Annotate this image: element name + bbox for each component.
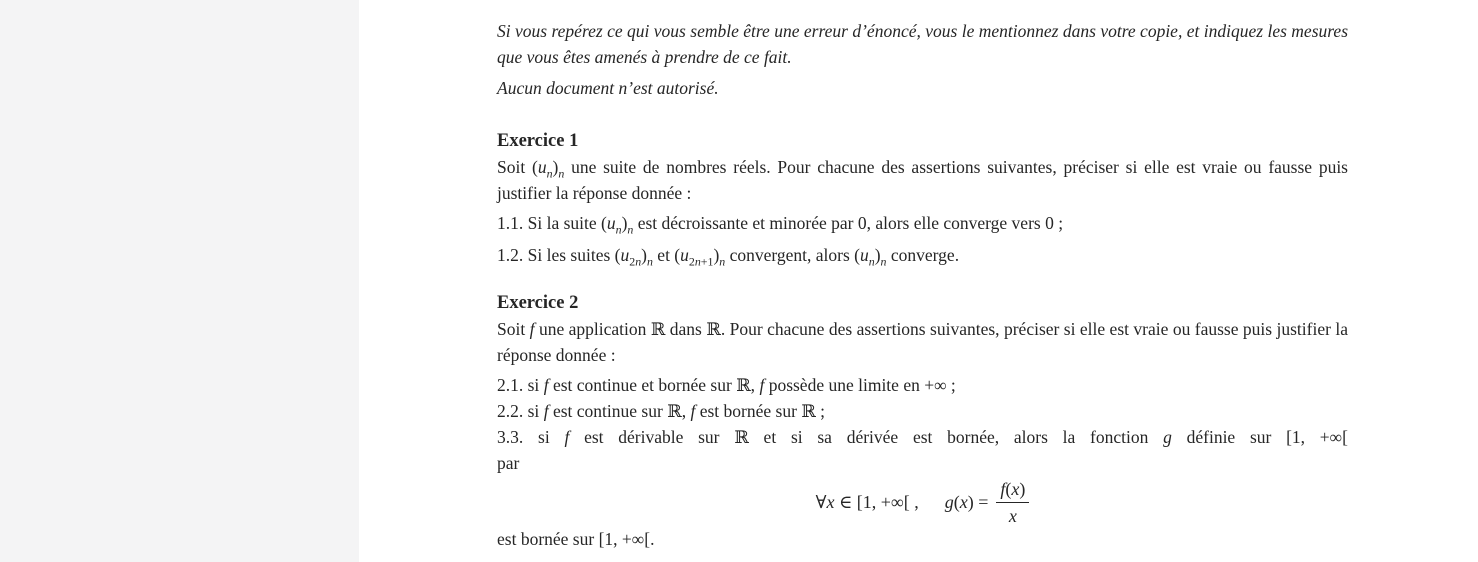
exercise-2-item-3: 3.3. si f est dérivable sur ℝ et si sa dérivée est bornée, alors la fonction g définie sur [1, +∞[	[497, 427, 1348, 447]
fraction-numerator: f(x)	[1000, 478, 1026, 499]
exercise-2-intro: Soit f une application ℝ dans ℝ. Pour chacune des assertions suivantes, préciser si elle est vraie ou fausse puis justifier la réponse donnée :	[497, 319, 1348, 365]
exercise-1-item-1: 1.1. Si la suite $(u_n)_n$ est décroissante et minorée par 0, alors elle converge vers 0 ;	[497, 213, 1064, 237]
exercise-2-heading: Exercice 2	[497, 293, 579, 313]
exercise-2-item-2: 2.2. si f est continue sur ℝ, f est bornée sur ℝ ;	[497, 401, 826, 421]
document-page	[359, 0, 1478, 562]
no-documents-note: Aucun document n’est autorisé.	[497, 78, 719, 98]
exercise-1-section	[497, 128, 1348, 268]
exercise-1-intro: Soit $(u_n)_n$ une suite de nombres réels. Pour chacune des assertions suivantes, préciser si elle est vraie ou fausse puis justifier la réponse donnée :	[497, 157, 1348, 203]
exercise-2-section	[497, 290, 1348, 552]
document-content	[497, 0, 1348, 552]
equation-fraction	[996, 478, 1029, 527]
fraction-denominator: x	[996, 502, 1029, 527]
exercise-1-heading: Exercice 1	[497, 131, 579, 151]
equation-quantifier: ∀x ∈ [1, +∞[ ,	[815, 492, 919, 512]
exercise-2-item-1: 2.1. si f est continue et bornée sur ℝ, f possède une limite en +∞ ;	[497, 375, 956, 395]
exercise-2-closing-line: est bornée sur [1, +∞[.	[497, 529, 655, 549]
exercise-2-item-3-continuation: par	[497, 453, 520, 473]
left-gutter-panel	[0, 0, 359, 562]
exercise-1-item-2: 1.2. Si les suites $(u_{2n})_n$ et $(u_{2n+1})_n$ convergent, alors $(u_n)_n$ converge.	[497, 245, 960, 269]
equation-lhs: g(x) =	[944, 492, 989, 512]
displayed-equation	[497, 478, 1348, 526]
notice-paragraph: Si vous repérez ce qui vous semble être une erreur d’énoncé, vous le mentionnez dans votre copie, et indiquez les mesures que vous êtes amenés à prendre de ce fait.	[497, 21, 1348, 67]
